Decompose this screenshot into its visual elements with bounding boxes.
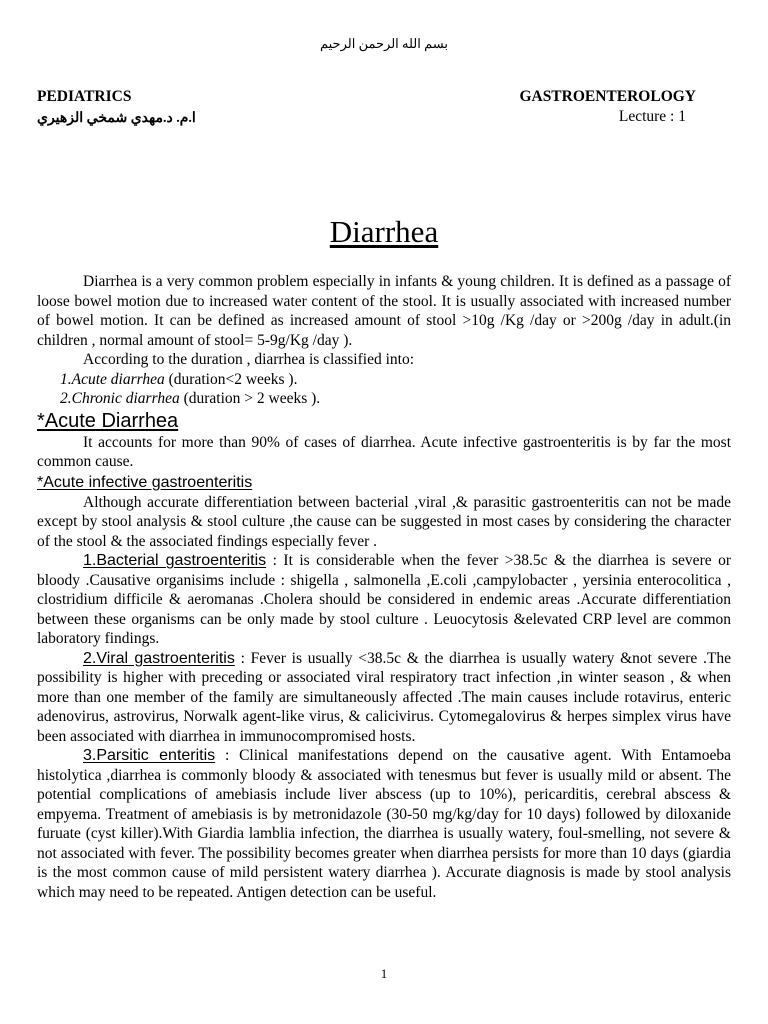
page-title: Diarrhea (329, 214, 439, 249)
list-item (37, 370, 731, 390)
department-label: GASTROENTEROLOGY (519, 88, 696, 105)
subject-label: PEDIATRICS (37, 88, 132, 105)
list-item-text: (duration<2 weeks ). (164, 370, 298, 388)
bismillah: بسم الله الرحمن الرحيم (319, 36, 448, 51)
acute-diarrhea-heading: *Acute Diarrhea (37, 409, 179, 432)
document-body (37, 272, 731, 902)
bacterial-text: : It is considerable when the fever >38.5c & the diarrhea is severe or bloody .Causative organisims include : shigella , salmonella ,E.coli ,campylobacter , yersinia enterocolitica , clostridium difficile & aeromanas .Cholera should be considered in endemic areas .Accurate differentiation between these organisms can be only made by stool culture . Leuocytosis &elevated CRP level are common laboratory findings. (37, 552, 731, 647)
infective-gastroenteritis-heading: *Acute infective gastroenteritis (37, 473, 253, 491)
author-name: ا.م. د.مهدي شمخي الزهيري (37, 111, 196, 126)
bacterial-heading: 1.Bacterial gastroenteritis (83, 552, 267, 569)
viral-paragraph (37, 649, 731, 747)
viral-text: : Fever is usually <38.5c & the diarrhea is usually watery &not severe .The possibility is higher with preceding or associated viral respiratory tract infection ,in winter season , & when more than one member of the family are simultaneously affected .The main causes include rotavirus, enteric adenovirus, astrovirus, Norwalk agent-like virus, & calicivirus. Cytomegalovirus & herpes simplex virus have been associated with diarrhea in immunocompromised hosts. (37, 649, 732, 745)
parasitic-heading: 3.Parsitic enteritis (83, 747, 216, 764)
intro-paragraph: Diarrhea is a very common problem especially in infants & young children. It is defined as a passage of loose bowel motion due to increased water content of the stool. It is usually associated with increased number of bowel motion. It can be defined as increased amount of stool >10g /Kg /day or >200g /day in adult.(in children , normal amount of stool= 5-9g/Kg /day ). (37, 273, 731, 349)
acute-paragraph: It accounts for more than 90% of cases of diarrhea. Acute infective gastroenteritis is by far the most common cause. (37, 433, 731, 470)
list-item (37, 389, 731, 409)
classification-intro: According to the duration , diarrhea is classified into: (83, 351, 415, 368)
lecture-number: Lecture : 1 (618, 108, 686, 125)
parasitic-paragraph (37, 746, 731, 902)
infective-paragraph: Although accurate differentiation between bacterial ,viral ,& parasitic gastroenteritis can not be made except by stool analysis & stool culture ,the cause can be suggested in most cases by considering the character of the stool & the associated findings especially fever . (37, 493, 731, 550)
list-item-text: (duration > 2 weeks ). (179, 390, 321, 407)
bacterial-paragraph (37, 551, 731, 649)
parasitic-text: : Clinical manifestations depend on the causative agent. With Entamoeba histolytica ,diarrhea is commonly bloody & associated with tenesmus but fever is usually mild or absent. The potential complications of amebiasis include liver abscess (up to 10%), pericarditis, cerebral abscess & empyema. Treatment of amebiasis is by metronidazole (30-50 mg/kg/day for 10 days) followed by diloxanide furuate (cyst killer).With Giardia lamblia infection, the diarrhea is usually watery, foul-smelling, not severe & not associated with fever. The possibility becomes greater when diarrhea persists for more than 10 days (giardia is the most common cause of mild persistent watery diarrhea ). Accurate diagnosis is made by stool analysis which may need to be repeated. Antigen detection can be useful. (37, 747, 732, 901)
viral-heading: 2.Viral gastroenteritis (83, 649, 235, 667)
page-number: 1 (380, 966, 388, 981)
list-item-label: 2.Chronic diarrhea (60, 390, 180, 407)
list-item-label: 1.Acute diarrhea (60, 370, 165, 388)
